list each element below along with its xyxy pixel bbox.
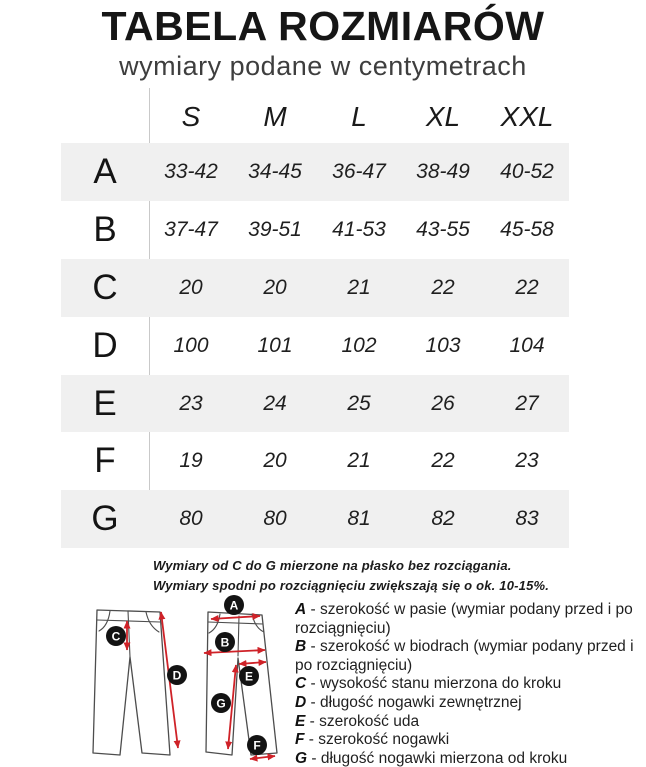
pants-outline-right — [206, 612, 277, 755]
table-cell: 24 — [263, 391, 287, 415]
table-cell: 37-47 — [164, 217, 218, 241]
note-line-2: Wymiary spodni po rozciągnięciu zwiększają się o ok. 10-15%. — [153, 578, 550, 593]
table-cell: 22 — [431, 275, 455, 299]
row-label: A — [93, 151, 117, 191]
legend-item-e — [295, 713, 645, 732]
legend-letter: G — [295, 749, 308, 767]
row-label: E — [93, 383, 117, 423]
legend-item-b — [295, 638, 645, 675]
table-cell: 103 — [425, 333, 461, 357]
table-cell: 80 — [263, 507, 287, 531]
marker-badge-b — [215, 632, 235, 652]
legend-letter: B — [295, 638, 307, 656]
table-cell: 41-53 — [332, 217, 386, 241]
table-cell: 21 — [347, 275, 371, 299]
column-header-s: S — [181, 100, 201, 132]
table-cell: 20 — [179, 275, 203, 299]
table-cell: 22 — [515, 275, 539, 299]
table-row — [61, 201, 569, 259]
table-cell: 40-52 — [500, 159, 554, 183]
table-cell: 26 — [431, 391, 455, 415]
legend-item-c — [295, 675, 645, 694]
page-subtitle: wymiary podane w centymetrach — [119, 51, 527, 81]
table-cell: 23 — [515, 449, 539, 473]
table-cell: 81 — [347, 507, 371, 531]
legend-item-g — [295, 750, 645, 767]
legend-letter: D — [295, 693, 307, 711]
marker-badge-c — [106, 626, 126, 646]
table-row — [61, 317, 569, 375]
arrow-e-thigh — [239, 662, 266, 664]
column-header-xl: XL — [425, 100, 461, 132]
table-row — [61, 259, 569, 317]
pants-outline-left — [93, 610, 170, 755]
table-cell: 23 — [179, 391, 203, 415]
table-cell: 102 — [341, 333, 377, 357]
table-cell: 82 — [431, 507, 455, 531]
legend-letter: A — [295, 601, 307, 618]
table-row — [61, 375, 569, 433]
legend-item-f — [295, 731, 645, 750]
legend-item-d — [295, 694, 645, 713]
marker-badge-g — [211, 693, 231, 713]
row-label: C — [92, 267, 118, 307]
table-row — [61, 143, 569, 201]
svg-text:E: E — [244, 669, 254, 684]
table-row — [61, 490, 569, 548]
legend-letter: E — [295, 712, 306, 730]
marker-badge-a — [224, 595, 244, 615]
column-header-m: M — [263, 100, 287, 132]
table-cell: 45-58 — [500, 217, 554, 241]
svg-text:F: F — [253, 738, 261, 753]
arrow-b-hips — [204, 650, 265, 653]
marker-badge-f — [247, 735, 267, 755]
page-title: TABELA ROZMIARÓW — [101, 3, 545, 49]
measurement-notes — [153, 556, 553, 596]
row-label: D — [92, 325, 118, 365]
table-cell: 38-49 — [416, 159, 470, 183]
table-cell: 100 — [173, 333, 209, 357]
size-table-header — [61, 90, 569, 143]
table-cell: 33-42 — [164, 159, 218, 183]
marker-badge-d — [167, 665, 187, 685]
column-header-l: L — [351, 100, 367, 132]
svg-text:G: G — [216, 696, 226, 711]
legend-text: - wysokość stanu mierzona do kroku — [310, 675, 562, 693]
legend-text: - szerokość w pasie (wymiar podany przed i po rozciągnięciu) — [295, 601, 633, 637]
table-cell: 39-51 — [248, 217, 302, 241]
svg-text:D: D — [172, 668, 182, 683]
marker-badge-e — [239, 666, 259, 686]
row-label: G — [91, 499, 119, 539]
pants-measurement-diagram — [58, 598, 293, 767]
table-cell: 22 — [431, 449, 455, 473]
table-row — [61, 432, 569, 490]
table-cell: 27 — [515, 391, 539, 415]
table-cell: 104 — [509, 333, 545, 357]
table-cell: 20 — [263, 275, 287, 299]
note-line-1: Wymiary od C do G mierzone na płasko bez rozciągania. — [153, 558, 512, 573]
row-label: B — [93, 209, 117, 249]
legend-letter: C — [295, 675, 307, 693]
column-header-xxl: XXL — [500, 100, 554, 132]
measurement-legend — [295, 601, 645, 767]
table-cell: 21 — [347, 449, 371, 473]
legend-text: - szerokość uda — [309, 712, 420, 730]
legend-text: - długość nogawki zewnętrznej — [310, 693, 522, 711]
svg-text:B: B — [220, 635, 230, 650]
legend-letter: F — [295, 731, 305, 749]
legend-text: - szerokość nogawki — [308, 731, 450, 749]
table-cell: 25 — [347, 391, 371, 415]
table-cell: 20 — [263, 449, 287, 473]
legend-item-a — [295, 601, 645, 638]
table-cell: 80 — [179, 507, 203, 531]
table-cell: 19 — [179, 449, 203, 473]
arrow-f-hem — [250, 756, 275, 759]
legend-text: - szerokość w biodrach (wymiar podany przed i po rozciągnięciu) — [295, 638, 634, 674]
legend-text: - długość nogawki mierzona od kroku — [311, 749, 568, 767]
svg-text:A: A — [229, 598, 239, 613]
svg-text:C: C — [111, 629, 121, 644]
row-label: F — [94, 441, 116, 481]
table-cell: 36-47 — [332, 159, 386, 183]
table-cell: 34-45 — [248, 159, 302, 183]
table-cell: 83 — [515, 507, 539, 531]
table-cell: 101 — [257, 333, 293, 357]
size-table — [61, 90, 569, 548]
table-cell: 43-55 — [416, 217, 470, 241]
